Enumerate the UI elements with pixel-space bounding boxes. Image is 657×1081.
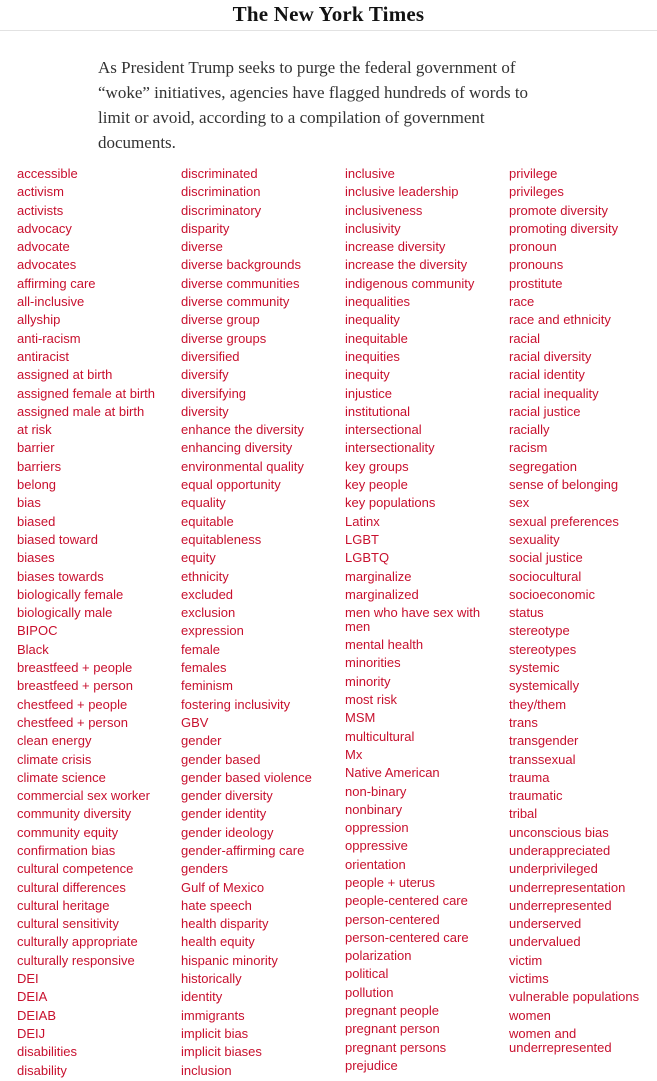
word-item: victims: [509, 971, 549, 987]
word-item: sociocultural: [509, 568, 582, 584]
word-item: undervalued: [509, 934, 581, 950]
word-item: immigrants: [181, 1007, 245, 1023]
word-item: diverse backgrounds: [181, 257, 301, 273]
word-item: confirmation bias: [17, 842, 116, 858]
word-item: inequitable: [345, 330, 408, 346]
word-item: trans: [509, 714, 538, 730]
word-item: polarization: [345, 948, 412, 964]
word-item: cultural heritage: [17, 897, 110, 913]
word-item: biologically male: [17, 605, 113, 621]
word-item: race and ethnicity: [509, 312, 611, 328]
word-item: inclusiveness: [345, 202, 423, 218]
word-item: diverse communities: [181, 275, 300, 291]
word-item: increase the diversity: [345, 257, 468, 273]
word-item: health disparity: [181, 916, 269, 932]
word-item: orientation: [345, 856, 406, 872]
word-item: diversified: [181, 348, 240, 364]
word-item: diverse community: [181, 294, 290, 310]
word-item: discrimination: [181, 184, 261, 200]
word-item: equitable: [181, 513, 234, 529]
word-item: identity: [181, 989, 223, 1005]
word-item: belong: [17, 477, 57, 493]
word-item: biased: [17, 513, 56, 529]
word-item: sense of belonging: [509, 477, 619, 493]
word-item: underrepresentation: [509, 879, 626, 895]
word-item: marginalize: [345, 568, 412, 584]
word-item: diverse group: [181, 312, 260, 328]
word-item: equality: [181, 495, 226, 511]
intro-paragraph: As President Trump seeks to purge the federal government of “woke” initiatives, agencies have flagged hundreds of words to limit or avoid, according to a compilation of government documents.: [98, 58, 529, 152]
word-item: chestfeed + person: [17, 714, 128, 730]
word-item: stereotype: [509, 623, 570, 639]
word-item: exclusion: [181, 605, 236, 621]
word-item: commercial sex worker: [17, 788, 150, 804]
word-item: DEIA: [17, 989, 48, 1005]
word-item: enhance the diversity: [181, 422, 304, 438]
word-item: equity: [181, 550, 216, 566]
word-item: at risk: [17, 422, 52, 438]
word-column-2: [181, 165, 341, 1080]
word-item: intersectionality: [345, 440, 435, 456]
word-item: excluded: [181, 586, 234, 602]
word-item: health equity: [181, 934, 255, 950]
word-item: allyship: [17, 312, 61, 328]
word-item: prostitute: [509, 275, 563, 291]
word-item: inclusion: [181, 1062, 232, 1078]
word-item: biases: [17, 550, 55, 566]
word-item: racially: [509, 422, 550, 438]
word-item: equitableness: [181, 531, 262, 547]
word-item: stereotypes: [509, 641, 577, 657]
word-item: gender: [181, 733, 222, 749]
word-item: climate science: [17, 769, 106, 785]
word-item: GBV: [181, 714, 209, 730]
word-item: person-centered: [345, 911, 440, 927]
word-item: non-binary: [345, 783, 407, 799]
word-item: women: [509, 1007, 551, 1023]
word-item: transgender: [509, 733, 579, 749]
word-item: LGBTQ: [345, 550, 390, 566]
word-item: indigenous community: [345, 275, 475, 291]
word-item: sexuality: [509, 531, 560, 547]
word-item: advocacy: [17, 220, 72, 236]
word-item: sexual preferences: [509, 513, 619, 529]
word-item: pronoun: [509, 239, 557, 255]
word-item: assigned at birth: [17, 367, 113, 383]
word-item: racism: [509, 440, 548, 456]
word-item: fostering inclusivity: [181, 696, 291, 712]
word-item: biases towards: [17, 568, 104, 584]
word-item: diversity: [181, 403, 229, 419]
word-item: female: [181, 641, 221, 657]
word-item: increase diversity: [345, 239, 446, 255]
word-item: victim: [509, 952, 543, 968]
word-item: systemically: [509, 678, 580, 694]
word-item: they/them: [509, 696, 567, 712]
word-item: disabilities: [17, 1044, 77, 1060]
word-item: gender diversity: [181, 788, 273, 804]
word-item: inclusive: [345, 166, 395, 181]
word-item: historically: [181, 971, 242, 987]
word-item: racial justice: [509, 403, 581, 419]
word-item: marginalized: [345, 586, 419, 602]
word-item: discriminatory: [181, 202, 262, 218]
word-item: transsexual: [509, 751, 576, 767]
word-item: gender ideology: [181, 824, 274, 840]
word-item: climate crisis: [17, 751, 92, 767]
word-item: person-centered care: [345, 929, 469, 945]
word-item: anti-racism: [17, 330, 81, 346]
word-item: promote diversity: [509, 202, 608, 218]
word-item: minority: [345, 673, 391, 689]
word-item: prejudice: [345, 1057, 398, 1073]
word-item: biologically female: [17, 586, 124, 602]
word-item: vulnerable populations: [509, 989, 640, 1005]
word-item: pollution: [345, 984, 394, 1000]
word-item: DEI: [17, 971, 39, 987]
word-item: status: [509, 605, 544, 621]
word-item: implicit biases: [181, 1044, 262, 1060]
word-item: underserved: [509, 916, 582, 932]
word-item: community diversity: [17, 806, 132, 822]
word-item: socioeconomic: [509, 586, 595, 602]
word-item: underprivileged: [509, 861, 598, 877]
word-item: DEIJ: [17, 1025, 46, 1041]
masthead-logo[interactable]: The New York Times: [0, 0, 657, 31]
word-item: Black: [17, 641, 49, 657]
word-item: minorities: [345, 655, 401, 671]
word-item: intersectional: [345, 422, 422, 438]
word-item: barrier: [17, 440, 55, 456]
word-item: MSM: [345, 710, 376, 726]
word-item: ethnicity: [181, 568, 229, 584]
word-item: assigned female at birth: [17, 385, 156, 401]
word-item: unconscious bias: [509, 824, 609, 840]
word-item: pregnant person: [345, 1021, 440, 1037]
word-item: racial inequality: [509, 385, 599, 401]
word-item: disparity: [181, 220, 230, 236]
word-item: LGBT: [345, 531, 379, 547]
word-item: genders: [181, 861, 228, 877]
word-item: cultural competence: [17, 861, 134, 877]
word-item: pregnant persons: [345, 1039, 447, 1055]
word-item: women and underrepresented: [509, 1025, 612, 1055]
word-item: Native American: [345, 765, 440, 781]
word-item: nonbinary: [345, 801, 403, 817]
word-item: hate speech: [181, 897, 252, 913]
word-item: inclusive leadership: [345, 184, 459, 200]
word-item: pregnant people: [345, 1003, 439, 1019]
word-item: chestfeed + people: [17, 696, 128, 712]
word-item: inequity: [345, 367, 390, 383]
word-item: segregation: [509, 458, 577, 474]
word-item: clean energy: [17, 733, 92, 749]
word-item: people + uterus: [345, 874, 435, 890]
word-item: all-inclusive: [17, 294, 85, 310]
word-item: oppressive: [345, 838, 408, 854]
word-item: activists: [17, 202, 64, 218]
word-item: traumatic: [509, 788, 563, 804]
word-item: cultural sensitivity: [17, 916, 119, 932]
word-item: underappreciated: [509, 842, 611, 858]
word-item: sex: [509, 495, 530, 511]
word-item: race: [509, 294, 535, 310]
word-item: culturally responsive: [17, 952, 135, 968]
word-item: gender identity: [181, 806, 267, 822]
word-item: accessible: [17, 166, 78, 181]
word-item: hispanic minority: [181, 952, 278, 968]
word-item: gender-affirming care: [181, 842, 305, 858]
word-item: racial diversity: [509, 348, 592, 364]
word-item: Mx: [345, 746, 363, 762]
word-item: biased toward: [17, 531, 98, 547]
word-item: trauma: [509, 769, 550, 785]
word-item: diversifying: [181, 385, 247, 401]
word-item: advocate: [17, 239, 70, 255]
word-item: cultural differences: [17, 879, 126, 895]
word-item: DEIAB: [17, 1007, 57, 1023]
word-item: injustice: [345, 385, 392, 401]
word-item: oppression: [345, 820, 409, 836]
word-item: most risk: [345, 692, 397, 708]
word-item: discriminated: [181, 166, 258, 181]
word-item: institutional: [345, 403, 411, 419]
word-item: BIPOC: [17, 623, 58, 639]
word-item: gender based violence: [181, 769, 312, 785]
word-item: Gulf of Mexico: [181, 879, 265, 895]
word-item: systemic: [509, 660, 560, 676]
word-item: promoting diversity: [509, 220, 619, 236]
word-item: key people: [345, 477, 408, 493]
word-item: bias: [17, 495, 41, 511]
word-item: barriers: [17, 458, 62, 474]
word-item: activism: [17, 184, 64, 200]
word-item: mental health: [345, 637, 424, 653]
word-item: gender based: [181, 751, 261, 767]
word-item: people-centered care: [345, 893, 468, 909]
word-item: racial: [509, 330, 541, 346]
word-item: equal opportunity: [181, 477, 281, 493]
word-item: multicultural: [345, 728, 415, 744]
word-item: environmental quality: [181, 458, 304, 474]
word-item: men who have sex with men: [345, 605, 481, 635]
word-item: racial identity: [509, 367, 585, 383]
word-column-4: [509, 165, 655, 1057]
word-item: Latinx: [345, 513, 380, 529]
word-item: social justice: [509, 550, 583, 566]
word-item: antiracist: [17, 348, 70, 364]
word-item: advocates: [17, 257, 77, 273]
word-item: pronouns: [509, 257, 564, 273]
word-item: breastfeed + person: [17, 678, 133, 694]
word-item: breastfeed + people: [17, 660, 133, 676]
word-item: diverse groups: [181, 330, 267, 346]
word-item: assigned male at birth: [17, 403, 145, 419]
word-item: inclusivity: [345, 220, 401, 236]
word-column-3: [345, 165, 505, 1075]
word-item: females: [181, 660, 227, 676]
word-item: diverse: [181, 239, 223, 255]
word-item: privileges: [509, 184, 564, 200]
word-item: expression: [181, 623, 244, 639]
word-item: key populations: [345, 495, 436, 511]
word-item: feminism: [181, 678, 234, 694]
word-item: community equity: [17, 824, 119, 840]
word-item: inequality: [345, 312, 400, 328]
word-item: diversify: [181, 367, 229, 383]
word-item: affirming care: [17, 275, 96, 291]
word-item: key groups: [345, 458, 409, 474]
word-item: underrepresented: [509, 897, 612, 913]
word-item: disability: [17, 1062, 67, 1078]
word-item: political: [345, 966, 389, 982]
word-item: inequities: [345, 348, 400, 364]
word-item: tribal: [509, 806, 538, 822]
word-item: inequalities: [345, 294, 411, 310]
word-item: enhancing diversity: [181, 440, 293, 456]
word-item: privilege: [509, 166, 558, 181]
word-column-1: [17, 165, 177, 1080]
word-item: implicit bias: [181, 1025, 249, 1041]
word-item: culturally appropriate: [17, 934, 138, 950]
